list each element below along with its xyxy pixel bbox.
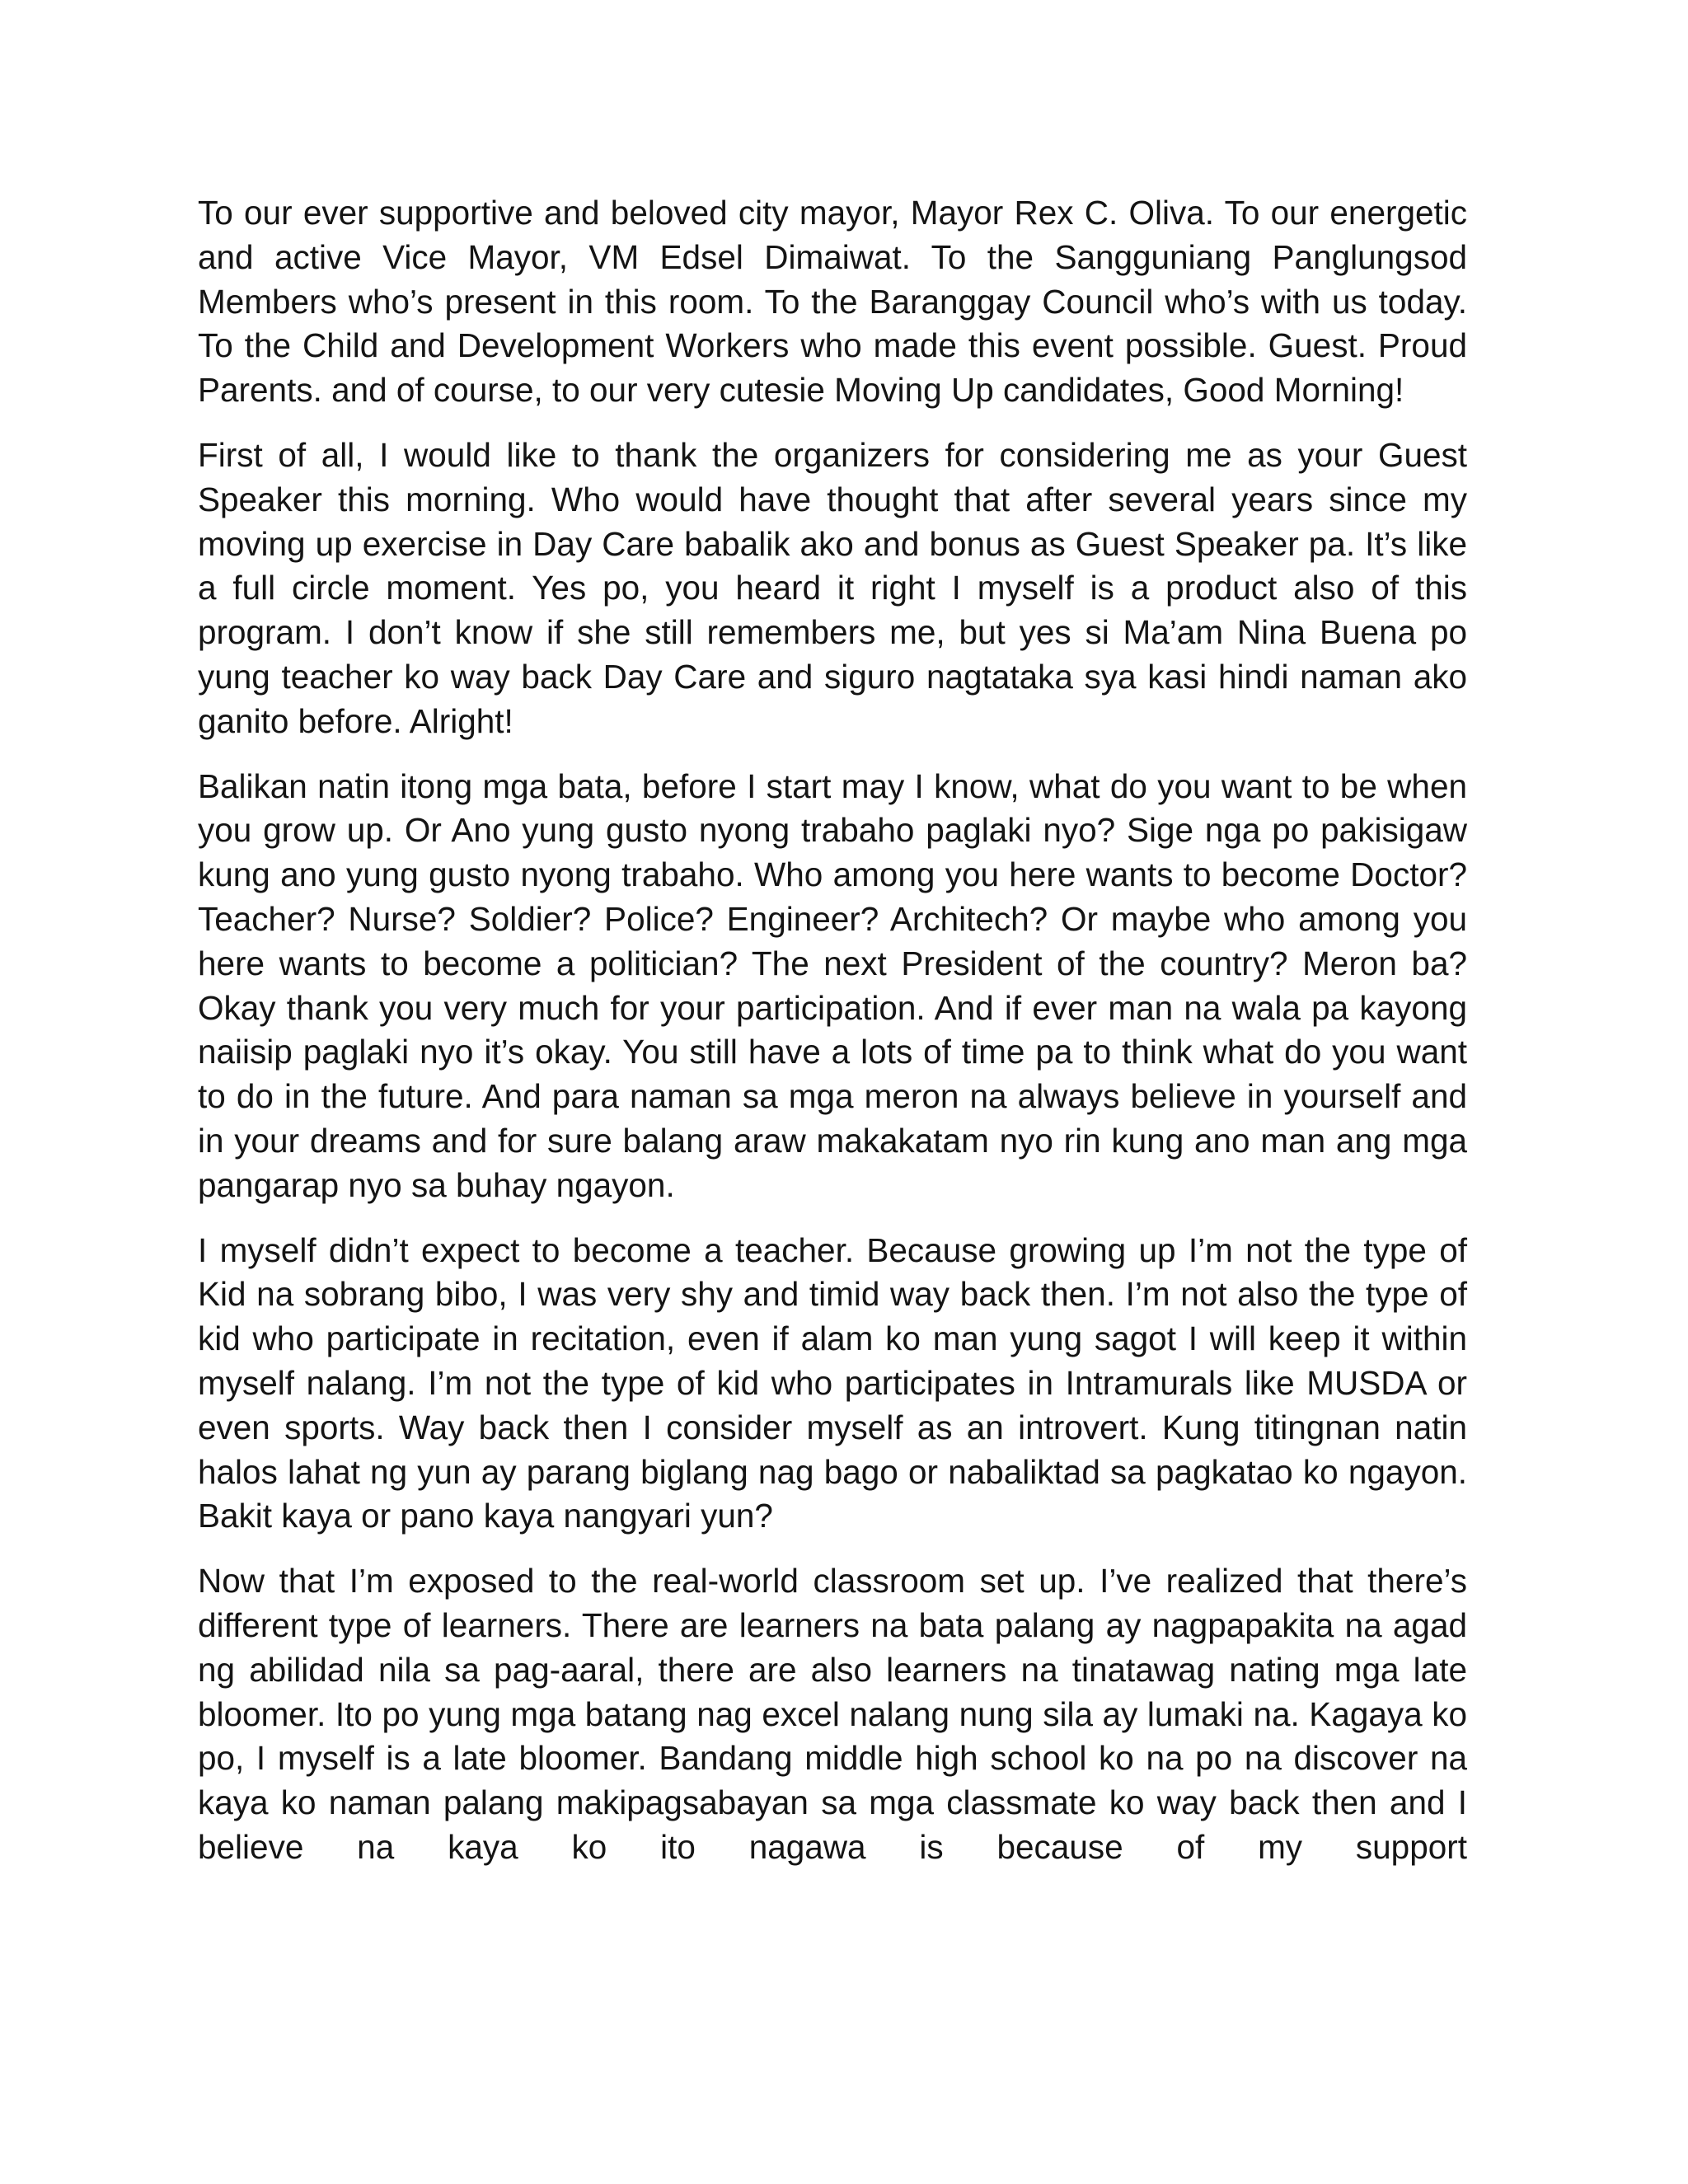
speech-body bbox=[198, 191, 1467, 1870]
paragraph-childhood: I myself didn’t expect to become a teacher. Because growing up I’m not the type of Kid na sobrang bibo, I was very shy and timid way back then. I’m not also the type of kid who participate in recitation, even if alam ko man yung sagot I will keep it within myself nalang. I’m not the type of kid who participates in Intramurals like MUSDA or even sports. Way back then I consider myself as an introvert. Kung titingnan natin halos lahat ng yun ay parang biglang nag bago or nabaliktad sa pagkatao ko ngayon. Bakit kaya or pano kaya nangyari yun? bbox=[198, 1230, 1467, 1535]
paragraph-greeting: To our ever supportive and beloved city mayor, Mayor Rex C. Oliva. To our energetic and active Vice Mayor, VM Edsel Dimaiwat. To the Sangguniang Panglungsod Members who’s present in this room. To the Baranggay Council who’s with us today. To the Child and Development Workers who made this event possible. Guest. Proud Parents. and of course, to our very cutesie Moving Up candidates, Good Morning! bbox=[198, 194, 1467, 410]
paragraph-dreams: Balikan natin itong mga bata, before I start may I know, what do you want to be when you grow up. Or Ano yung gusto nyong trabaho paglaki nyo? Sige nga po pakisigaw kung ano yung gusto nyong trabaho. Who among you here wants to become Doctor? Teacher? Nurse? Soldier? Police? Engineer? Architech? Or maybe who among you here wants to become a politician? The next President of the country? Meron ba? Okay thank you very much for your participation. And if ever man na wala pa kayong naiisip paglaki nyo it’s okay. You still have a lots of time pa to think what do you want to do in the future. And para naman sa mga meron na always believe in yourself and in your dreams and for sure balang araw makakatam nyo rin kung ano man ang mga pangarap nyo sa buhay ngayon. bbox=[198, 766, 1467, 1204]
paragraph-thanks: First of all, I would like to thank the organizers for considering me as your Guest Speaker this morning. Who would have thought that after several years since my moving up exercise in Day Care babalik ako and bonus as Guest Speaker pa. It’s like a full circle moment. Yes po, you heard it right I myself is a product also of this program. I don’t know if she still remembers me, but yes si Ma’am Nina Buena po yung teacher ko way back Day Care and siguro nagtataka sya kasi hindi naman ako ganito before. Alright! bbox=[198, 435, 1467, 740]
paragraph-late-bloomer: Now that I’m exposed to the real-world classroom set up. I’ve realized that there’s different type of learners. There are learners na bata palang ay nagpapakita na agad ng abilidad nila sa pag-aaral, there are also learners na tinatawag nating mga late bloomer. Ito po yung mga batang nag excel nalang nung sila ay lumaki na. Kagaya ko po, I myself is a late bloomer. Bandang middle high school ko na po na discover na kaya ko naman palang makipagsabayan sa mga classmate ko way back then and I believe na kaya ko ito nagawa is because of my support bbox=[198, 1562, 1467, 1866]
